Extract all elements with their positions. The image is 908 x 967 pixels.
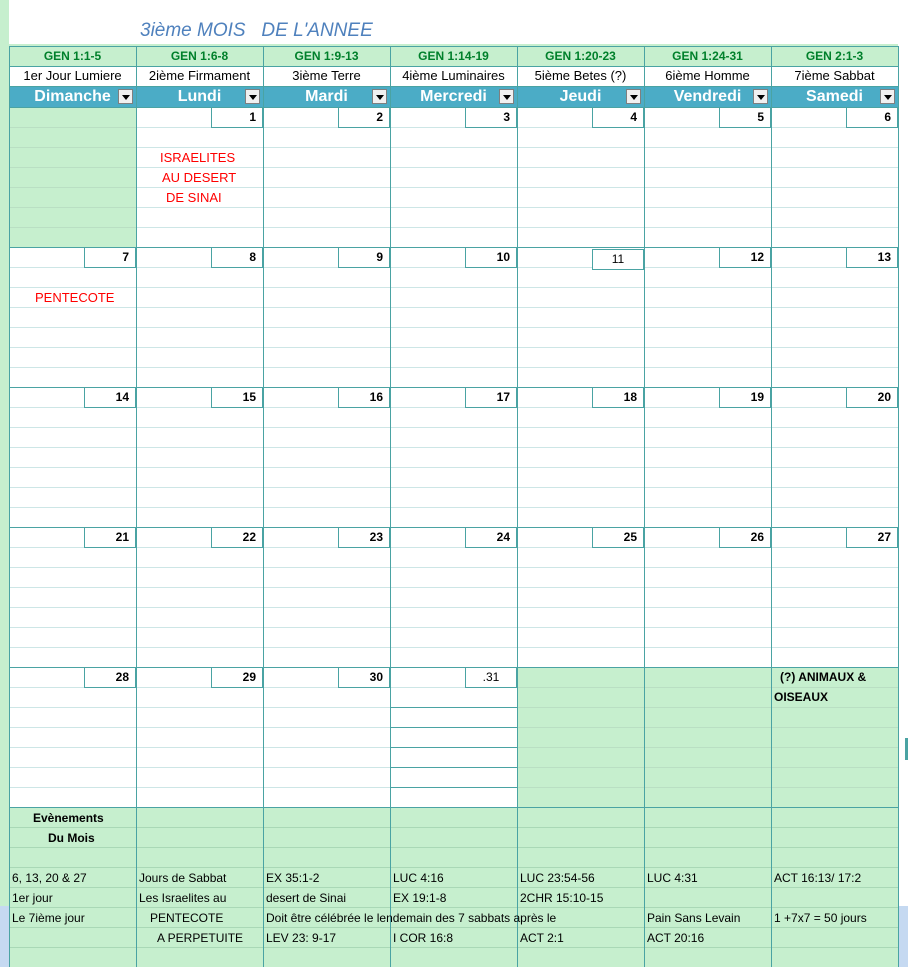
row-gridline <box>9 607 136 608</box>
event-reference: EX 19:1-8 <box>393 891 447 905</box>
row-gridline <box>644 307 771 308</box>
row-gridline <box>517 327 644 328</box>
row-gridline <box>263 487 390 488</box>
row-gridline <box>136 327 263 328</box>
event-reference: Doit être célébrée le lendemain des 7 sabbats après le <box>266 911 557 925</box>
day-number: 6 <box>846 107 898 128</box>
row-gridline <box>263 147 390 148</box>
row-gridline <box>263 427 390 428</box>
column-separator <box>517 46 518 967</box>
events-gridline <box>9 907 898 908</box>
row-gridline <box>263 447 390 448</box>
creation-day-label: 1er Jour Lumiere <box>9 66 136 86</box>
gen-reference: GEN 1:9-13 <box>263 46 390 66</box>
filter-dropdown-icon[interactable] <box>626 89 641 104</box>
row-gridline <box>644 767 771 768</box>
day-number: 8 <box>211 247 263 268</box>
event-reference: PENTECOTE <box>150 911 224 925</box>
week-separator <box>9 667 898 668</box>
day-number: 22 <box>211 527 263 548</box>
row-gridline <box>136 727 263 728</box>
row-gridline <box>644 227 771 228</box>
day-number: 13 <box>846 247 898 268</box>
row-gridline <box>644 347 771 348</box>
row-gridline <box>771 467 898 468</box>
event-reference: ACT 2:1 <box>520 931 564 945</box>
row-gridline <box>390 327 517 328</box>
day-number: 5 <box>719 107 771 128</box>
day-number: 23 <box>338 527 390 548</box>
week-separator <box>9 807 898 808</box>
row-gridline <box>9 347 136 348</box>
creation-day-label: 5ième Betes (?) <box>517 66 644 86</box>
weekday-header-mardi: Mardi <box>263 86 390 107</box>
row-gridline <box>644 507 771 508</box>
row-gridline <box>644 587 771 588</box>
events-heading: Du Mois <box>48 831 95 845</box>
row-gridline <box>263 287 390 288</box>
day-number: 17 <box>465 387 517 408</box>
row-gridline <box>771 287 898 288</box>
row-gridline <box>517 367 644 368</box>
event-reference: EX 35:1-2 <box>266 871 320 885</box>
filter-dropdown-icon[interactable] <box>372 89 387 104</box>
row-gridline <box>517 147 644 148</box>
row-gridline <box>9 567 136 568</box>
row-gridline <box>771 727 898 728</box>
row-gridline <box>9 207 136 208</box>
row-gridline <box>517 427 644 428</box>
row-gridline <box>771 327 898 328</box>
row-gridline <box>9 647 136 648</box>
row-gridline <box>9 507 136 508</box>
row-gridline <box>9 367 136 368</box>
row-gridline <box>263 727 390 728</box>
row-gridline <box>517 307 644 308</box>
day-number: 20 <box>846 387 898 408</box>
row-gridline <box>390 607 517 608</box>
row-gridline <box>771 307 898 308</box>
filter-dropdown-icon[interactable] <box>753 89 768 104</box>
row-gridline <box>390 647 517 648</box>
event-reference: ACT 20:16 <box>647 931 705 945</box>
row-gridline <box>9 467 136 468</box>
row-gridline <box>9 727 136 728</box>
row-gridline <box>771 787 898 788</box>
row-gridline <box>644 167 771 168</box>
row-gridline <box>263 587 390 588</box>
row-gridline <box>644 627 771 628</box>
row-gridline <box>9 287 136 288</box>
event-reference: LUC 4:16 <box>393 871 444 885</box>
row-gridline <box>517 287 644 288</box>
row-gridline <box>644 467 771 468</box>
column-separator <box>390 46 391 967</box>
row-gridline <box>390 367 517 368</box>
weekday-header-samedi: Samedi <box>771 86 898 107</box>
row-gridline <box>771 567 898 568</box>
row-gridline <box>390 427 517 428</box>
row-gridline <box>771 427 898 428</box>
day-number: 30 <box>338 667 390 688</box>
gen-reference: GEN 1:24-31 <box>644 46 771 66</box>
row-gridline <box>136 347 263 348</box>
events-gridline <box>9 947 898 948</box>
row-gridline <box>517 187 644 188</box>
day-number: 3 <box>465 107 517 128</box>
pentecote-note: PENTECOTE <box>35 290 115 305</box>
gen-reference: GEN 1:1-5 <box>9 46 136 66</box>
event-reference: 1 +7x7 = 50 jours <box>774 911 867 925</box>
row-gridline <box>9 747 136 748</box>
row-gridline <box>136 227 263 228</box>
day-number: 1 <box>211 107 263 128</box>
row-gridline <box>644 747 771 748</box>
row-gridline <box>9 427 136 428</box>
row-gridline <box>9 167 136 168</box>
row-gridline <box>517 567 644 568</box>
column-separator <box>644 46 645 967</box>
row-gridline <box>644 147 771 148</box>
weekday-header-jeudi: Jeudi <box>517 86 644 107</box>
row-gridline <box>517 787 644 788</box>
row-gridline <box>517 207 644 208</box>
row-gridline <box>390 207 517 208</box>
row-gridline <box>644 427 771 428</box>
day-number: 24 <box>465 527 517 548</box>
events-gridline <box>9 927 898 928</box>
row-gridline <box>390 167 517 168</box>
event-reference: 6, 13, 20 & 27 <box>12 871 87 885</box>
row-gridline <box>390 187 517 188</box>
row-gridline <box>771 187 898 188</box>
row-gridline <box>136 567 263 568</box>
column-separator <box>771 46 772 967</box>
creation-day-label: 2ième Firmament <box>136 66 263 86</box>
row-gridline <box>263 707 390 708</box>
column-separator <box>9 46 10 967</box>
row-gridline <box>517 447 644 448</box>
israelites-note-line: DE SINAI <box>166 190 222 205</box>
day-number: 4 <box>592 107 644 128</box>
row-gridline <box>263 607 390 608</box>
row-gridline <box>390 147 517 148</box>
row-gridline <box>771 207 898 208</box>
row-gridline <box>390 347 517 348</box>
filter-dropdown-icon[interactable] <box>880 89 895 104</box>
filter-dropdown-icon[interactable] <box>245 89 260 104</box>
empty-cell-fill <box>771 667 898 807</box>
row-gridline <box>771 227 898 228</box>
events-gridline <box>9 867 898 868</box>
row-gridline <box>136 307 263 308</box>
row-gridline <box>644 647 771 648</box>
row-gridline <box>390 707 517 708</box>
event-reference: LUC 23:54-56 <box>520 871 595 885</box>
row-gridline <box>263 187 390 188</box>
events-gridline <box>9 847 898 848</box>
filter-dropdown-icon[interactable] <box>118 89 133 104</box>
row-gridline <box>263 227 390 228</box>
row-gridline <box>517 487 644 488</box>
row-gridline <box>390 227 517 228</box>
row-gridline <box>771 167 898 168</box>
row-gridline <box>771 367 898 368</box>
row-gridline <box>390 307 517 308</box>
row-gridline <box>517 467 644 468</box>
row-gridline <box>263 567 390 568</box>
row-gridline <box>517 627 644 628</box>
gen-reference: GEN 2:1-3 <box>771 46 898 66</box>
row-gridline <box>263 327 390 328</box>
row-gridline <box>9 627 136 628</box>
gen-reference: GEN 1:14-19 <box>390 46 517 66</box>
weekday-header-vendredi: Vendredi <box>644 86 771 107</box>
row-gridline <box>9 147 136 148</box>
row-gridline <box>517 607 644 608</box>
row-gridline <box>771 507 898 508</box>
event-reference: ACT 16:13/ 17:2 <box>774 871 862 885</box>
event-reference: 2CHR 15:10-15 <box>520 891 604 905</box>
row-gridline <box>263 507 390 508</box>
row-gridline <box>644 727 771 728</box>
empty-cell-fill <box>644 667 771 807</box>
row-gridline <box>263 367 390 368</box>
israelites-note-line: AU DESERT <box>162 170 237 185</box>
animaux-note-line: (?) ANIMAUX & <box>780 670 867 684</box>
row-gridline <box>771 647 898 648</box>
event-reference: I COR 16:8 <box>393 931 454 945</box>
row-gridline <box>263 207 390 208</box>
row-gridline <box>771 767 898 768</box>
row-gridline <box>390 627 517 628</box>
day-number: 18 <box>592 387 644 408</box>
row-gridline <box>136 707 263 708</box>
row-gridline <box>390 747 517 748</box>
filter-dropdown-icon[interactable] <box>499 89 514 104</box>
event-reference: Les Israelites au <box>139 891 227 905</box>
right-strip <box>898 906 908 967</box>
row-gridline <box>771 147 898 148</box>
row-gridline <box>9 487 136 488</box>
row-gridline <box>9 787 136 788</box>
row-gridline <box>9 707 136 708</box>
events-heading: Evènements <box>33 811 104 825</box>
row-gridline <box>263 767 390 768</box>
creation-day-label: 3ième Terre <box>263 66 390 86</box>
row-gridline <box>136 147 263 148</box>
day-number: 29 <box>211 667 263 688</box>
row-gridline <box>263 307 390 308</box>
row-gridline <box>390 447 517 448</box>
header-separator <box>9 66 898 67</box>
column-separator <box>136 46 137 967</box>
row-gridline <box>136 427 263 428</box>
day-number: 15 <box>211 387 263 408</box>
row-gridline <box>644 207 771 208</box>
row-gridline <box>136 747 263 748</box>
row-gridline <box>644 187 771 188</box>
creation-day-label: 6ième Homme <box>644 66 771 86</box>
row-gridline <box>517 347 644 348</box>
day-number: 10 <box>465 247 517 268</box>
row-gridline <box>136 367 263 368</box>
event-reference: Pain Sans Levain <box>647 911 741 925</box>
row-gridline <box>9 447 136 448</box>
row-gridline <box>136 627 263 628</box>
gen-reference: GEN 1:6-8 <box>136 46 263 66</box>
row-gridline <box>136 607 263 608</box>
day-number: 27 <box>846 527 898 548</box>
row-gridline <box>644 687 771 688</box>
events-gridline <box>9 887 898 888</box>
header-separator <box>9 86 898 87</box>
day-number: 2 <box>338 107 390 128</box>
event-reference: desert de Sinai <box>266 891 347 905</box>
row-gridline <box>390 587 517 588</box>
day-number: 14 <box>84 387 136 408</box>
row-gridline <box>517 587 644 588</box>
weekday-header-dimanche: Dimanche <box>9 86 136 107</box>
row-gridline <box>263 747 390 748</box>
row-gridline <box>644 327 771 328</box>
animaux-note-line: OISEAUX <box>774 690 829 704</box>
row-gridline <box>517 707 644 708</box>
row-gridline <box>390 467 517 468</box>
day-number: 9 <box>338 247 390 268</box>
row-gridline <box>136 787 263 788</box>
row-gridline <box>136 467 263 468</box>
row-gridline <box>517 647 644 648</box>
row-gridline <box>136 647 263 648</box>
row-gridline <box>517 167 644 168</box>
row-gridline <box>263 787 390 788</box>
row-gridline <box>9 127 136 128</box>
row-gridline <box>644 287 771 288</box>
left-strip <box>0 906 9 967</box>
row-gridline <box>136 507 263 508</box>
row-gridline <box>771 627 898 628</box>
row-gridline <box>517 767 644 768</box>
day-number: 25 <box>592 527 644 548</box>
row-gridline <box>517 687 644 688</box>
row-gridline <box>9 187 136 188</box>
row-gridline <box>263 167 390 168</box>
row-gridline <box>644 447 771 448</box>
row-gridline <box>263 467 390 468</box>
row-gridline <box>771 447 898 448</box>
row-gridline <box>644 367 771 368</box>
day-number: 26 <box>719 527 771 548</box>
israelites-note-line: ISRAELITES <box>160 150 236 165</box>
empty-cell-fill <box>517 667 644 807</box>
creation-day-label: 4ième Luminaires <box>390 66 517 86</box>
day-number: 28 <box>84 667 136 688</box>
row-gridline <box>390 487 517 488</box>
row-gridline <box>136 287 263 288</box>
row-gridline <box>9 587 136 588</box>
row-gridline <box>136 447 263 448</box>
row-gridline <box>390 507 517 508</box>
header-separator <box>9 46 898 47</box>
row-gridline <box>136 587 263 588</box>
row-gridline <box>390 727 517 728</box>
day-number: 16 <box>338 387 390 408</box>
row-gridline <box>644 707 771 708</box>
row-gridline <box>771 487 898 488</box>
page-title: 3ième MOIS DE L'ANNEE <box>140 20 373 41</box>
row-gridline <box>644 607 771 608</box>
row-gridline <box>644 567 771 568</box>
event-reference: Le 7ième jour <box>12 911 85 925</box>
row-gridline <box>9 327 136 328</box>
left-margin <box>0 0 9 967</box>
row-gridline <box>390 567 517 568</box>
empty-cell-fill <box>9 107 136 247</box>
row-gridline <box>390 787 517 788</box>
day-number: 11 <box>592 249 644 270</box>
row-gridline <box>136 767 263 768</box>
row-gridline <box>263 347 390 348</box>
column-separator <box>898 46 899 967</box>
row-gridline <box>644 487 771 488</box>
gen-reference: GEN 1:20-23 <box>517 46 644 66</box>
creation-day-label: 7ième Sabbat <box>771 66 898 86</box>
row-gridline <box>263 647 390 648</box>
day-number: 19 <box>719 387 771 408</box>
row-gridline <box>9 767 136 768</box>
event-reference: Jours de Sabbat <box>139 871 227 885</box>
row-gridline <box>644 787 771 788</box>
day-number: 7 <box>84 247 136 268</box>
row-gridline <box>517 727 644 728</box>
row-gridline <box>390 287 517 288</box>
weekday-header-mercredi: Mercredi <box>390 86 517 107</box>
row-gridline <box>517 747 644 748</box>
event-reference: LUC 4:31 <box>647 871 698 885</box>
day-number: 21 <box>84 527 136 548</box>
row-gridline <box>771 587 898 588</box>
row-gridline <box>9 227 136 228</box>
row-gridline <box>136 487 263 488</box>
row-gridline <box>517 227 644 228</box>
row-gridline <box>517 507 644 508</box>
row-gridline <box>771 747 898 748</box>
event-reference: 1er jour <box>12 891 53 905</box>
events-gridline <box>9 827 898 828</box>
weekday-header-lundi: Lundi <box>136 86 263 107</box>
event-reference: A PERPETUITE <box>157 931 244 945</box>
row-gridline <box>263 627 390 628</box>
row-gridline <box>771 607 898 608</box>
row-gridline <box>390 767 517 768</box>
day-number: .31 <box>465 667 517 688</box>
event-reference: LEV 23: 9-17 <box>266 931 337 945</box>
row-gridline <box>771 347 898 348</box>
day-number: 12 <box>719 247 771 268</box>
column-separator <box>263 46 264 967</box>
